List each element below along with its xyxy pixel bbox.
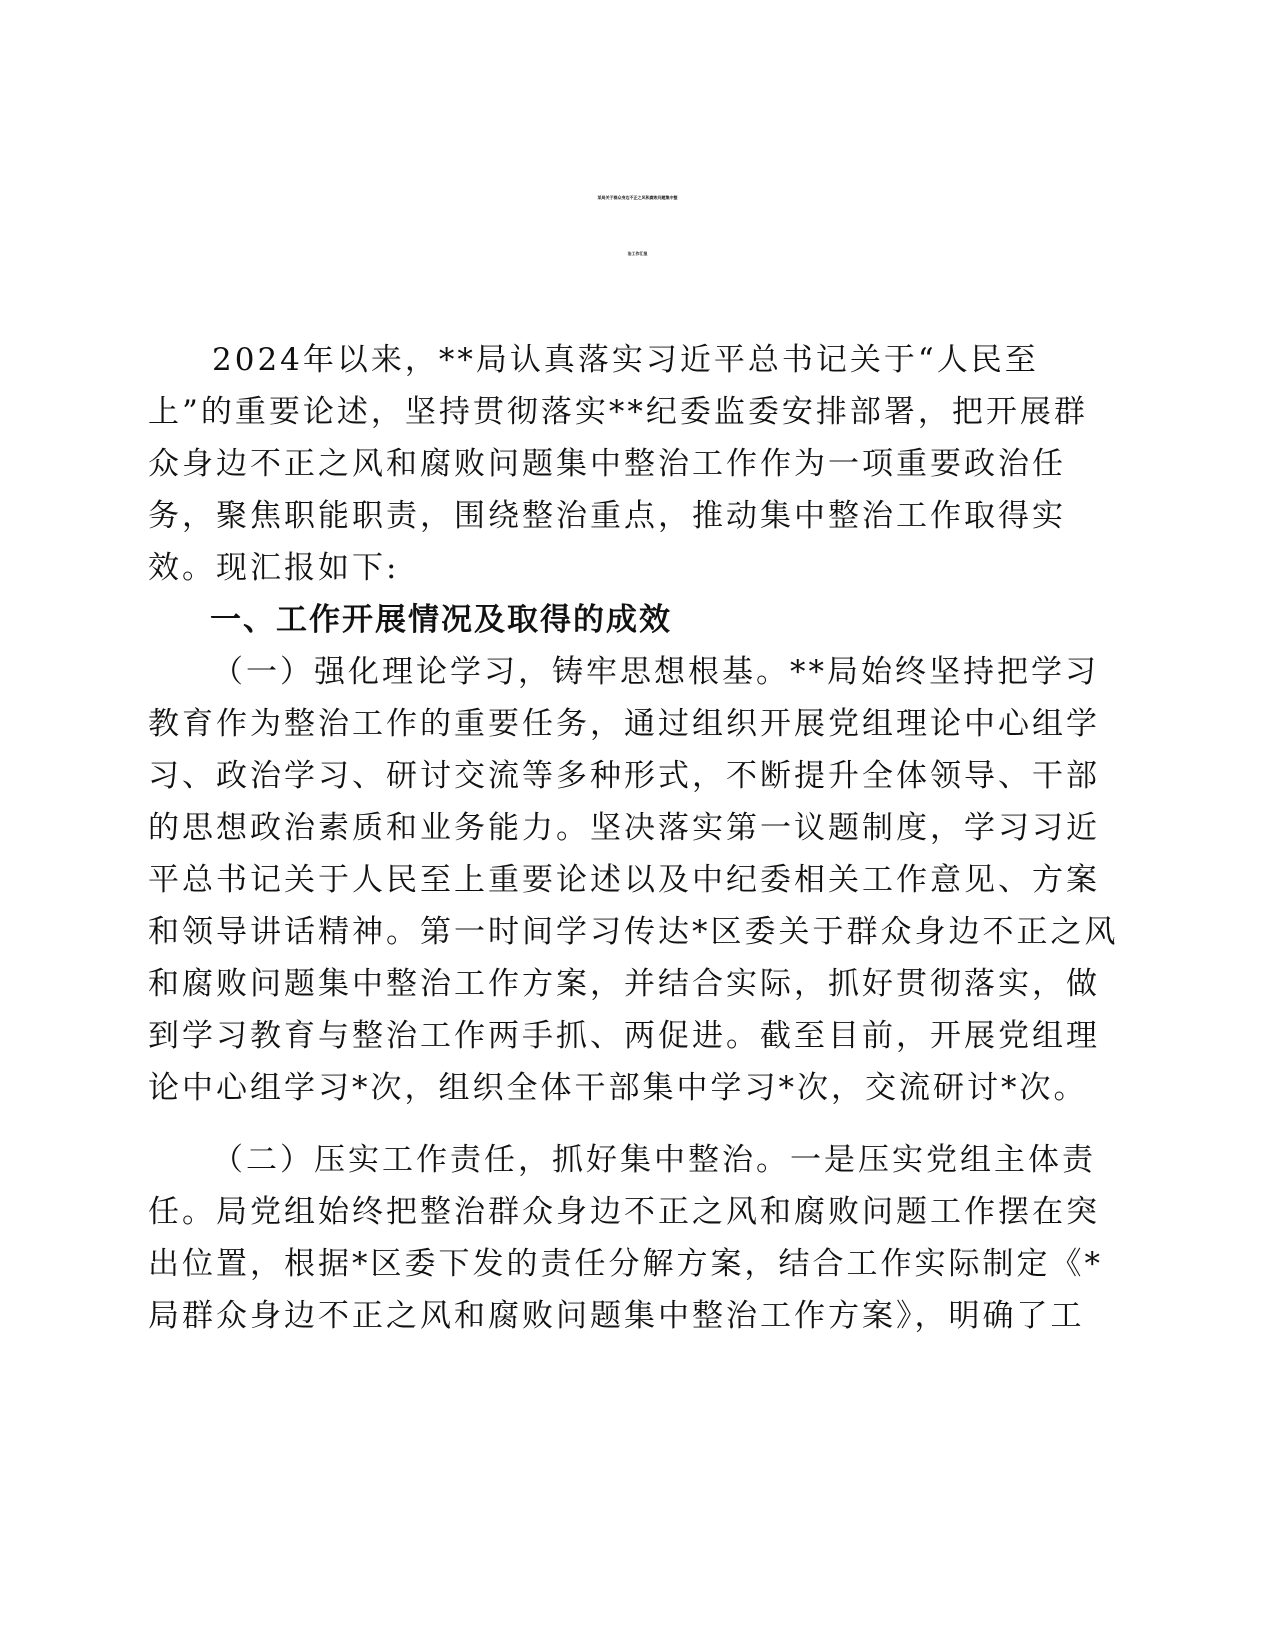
sub1-line-8: 到学习教育与整治工作两手抓、两促进。截至目前，开展党组理 [148,1018,1100,1054]
intro-line-5: 效。现汇报如下: [148,550,400,586]
sub1-line-1: （一）强化理论学习，铸牢思想根基。**局始终坚持把学习 [212,654,1099,690]
sub1-line-7: 和腐败问题集中整治工作方案，并结合实际，抓好贯彻落实，做 [148,966,1100,1002]
sub2-line-4: 局群众身边不正之风和腐败问题集中整治工作方案》，明确了工 [148,1298,1085,1334]
intro-line-3: 众身边不正之风和腐败问题集中整治工作作为一项重要政治任 [148,446,1066,482]
sub1-line-6: 和领导讲话精神。第一时间学习传达*区委关于群众身边不正之风 [148,914,1119,950]
document-title-line-1: 某局关于群众身边不正之风和腐败问题集中整 [597,195,678,200]
sub1-line-9: 论中心组学习*次，组织全体干部集中学习*次，交流研讨*次。 [148,1070,1088,1106]
sub1-line-4: 的思想政治素质和业务能力。坚决落实第一议题制度，学习习近 [148,810,1100,846]
intro-line-2: 上”的重要论述，坚持贯彻落实**纪委监委安排部署，把开展群 [148,394,1088,430]
intro-line-1: 2024年以来，**局认真落实习近平总书记关于“人民至 [212,342,1039,378]
sub1-line-3: 习、政治学习、研讨交流等多种形式，不断提升全体领导、干部 [148,758,1100,794]
document-title-line-2: 治工作汇报 [627,251,648,256]
sub2-line-2: 任。局党组始终把整治群众身边不正之风和腐败问题工作摆在突 [148,1194,1100,1230]
intro-line-4: 务，聚焦职能职责，围绕整治重点，推动集中整治工作取得实 [148,498,1066,534]
sub2-line-3: 出位置，根据*区委下发的责任分解方案，结合工作实际制定《* [148,1246,1103,1282]
sub1-line-2: 教育作为整治工作的重要任务，通过组织开展党组理论中心组学 [148,706,1100,742]
section-1-heading: 一、工作开展情况及取得的成效 [210,602,672,638]
sub2-line-1: （二）压实工作责任，抓好集中整治。一是压实党组主体责 [212,1142,1096,1178]
sub1-line-5: 平总书记关于人民至上重要论述以及中纪委相关工作意见、方案 [148,862,1100,898]
